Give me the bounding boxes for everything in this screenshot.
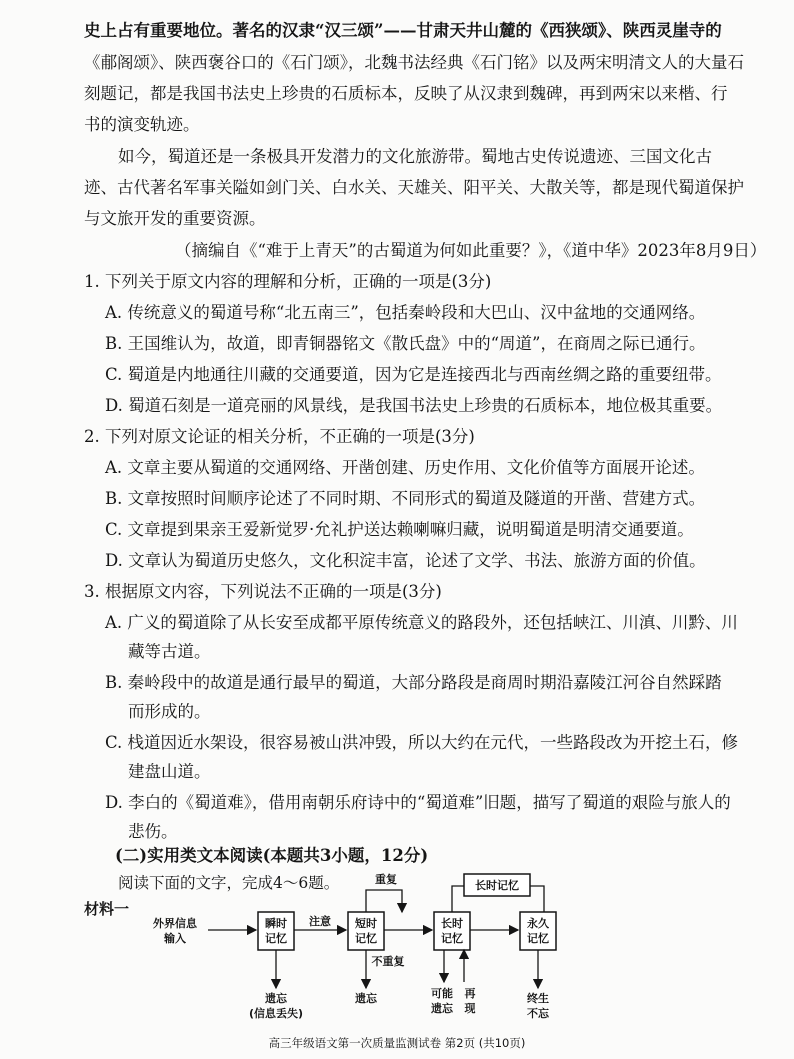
no-repeat-label: 不重复 xyxy=(371,955,405,968)
forget-info-lost-label: (信息丢失) xyxy=(248,1007,304,1020)
repeat-loop-arrow xyxy=(366,890,402,912)
intro-line-1: 史上占有重要地位。著名的汉隶“汉三颂”——甘肃天井山麓的《西狭颂》、陕西灵崖寺的 xyxy=(84,21,722,40)
short-term-label-2: 记忆 xyxy=(355,932,377,945)
q3-option-d-cont: 悲伤。 xyxy=(128,822,178,841)
q3-option-c-cont: 建盘山道。 xyxy=(128,762,211,781)
long-term-label-2: 记忆 xyxy=(441,932,463,945)
intro-line-5: 如今，蜀道还是一条极具开发潜力的文化旅游带。蜀地古史传说遗迹、三国文化古 xyxy=(118,147,712,166)
q2-option-a: A. 文章主要从蜀道的交通网络、开凿创建、历史作用、文化价值等方面展开论述。 xyxy=(105,458,705,477)
q1-option-a: A. 传统意义的蜀道号称“北五南三”，包括秦岭段和大巴山、汉中盆地的交通网络。 xyxy=(105,303,706,322)
source-citation: （摘编自《“难于上青天”的古蜀道为何如此重要？》，《道中华》2023年8月9日） xyxy=(175,241,767,260)
q3-option-b: B. 秦岭段中的故道是通行最早的蜀道，大部分路段是商周时期沿嘉陵江河谷自然踩踏 xyxy=(105,673,722,692)
intro-line-3: 刻题记，都是我国书法史上珍贵的石质标本，反映了从汉隶到魏碑，再到两宋以来楷、行 xyxy=(84,84,728,103)
page-footer: 高三年级语文第一次质量监测试卷 第2页 (共10页) xyxy=(268,1036,526,1050)
lifelong-label-1: 终生 xyxy=(527,992,549,1005)
reappear-label-1: 再 xyxy=(464,987,476,1000)
attention-label: 注意 xyxy=(309,915,331,928)
possible-label: 可能 xyxy=(431,987,453,1000)
section-2-title: (二)实用类文本阅读(本题共3小题，12分) xyxy=(115,846,429,865)
sensory-memory-label-2: 记忆 xyxy=(265,932,287,945)
long-term-label-1: 长时 xyxy=(441,917,463,930)
q3-option-b-cont: 而形成的。 xyxy=(128,702,211,721)
q2-option-d: D. 文章认为蜀道历史悠久，文化积淀丰富，论述了文学、书法、旅游方面的价值。 xyxy=(105,551,706,570)
long-term-top-label: 长时记忆 xyxy=(475,879,519,892)
q1-option-c: C. 蜀道是内地通往川藏的交通要道，因为它是连接西北与西南丝绸之路的重要纽带。 xyxy=(105,365,722,384)
intro-line-2: 《郙阁颂》、陕西褒谷口的《石门颂》，北魏书法经典《石门铭》以及两宋明清文人的大量石 xyxy=(84,53,744,72)
q3-option-c: C. 栈道因近水架设，很容易被山洪冲毁，所以大约在元代，一些路段改为开挖土石，修 xyxy=(105,733,739,752)
section-2-instruction: 阅读下面的文字，完成4～6题。 xyxy=(118,874,340,892)
q3-option-a-cont: 藏等古道。 xyxy=(128,642,211,661)
sensory-memory-label-1: 瞬时 xyxy=(265,917,287,930)
long-term-up-line xyxy=(452,886,464,912)
intro-line-4: 书的演变轨迹。 xyxy=(84,115,200,134)
question-1-stem: 1. 下列关于原文内容的理解和分析，正确的一项是(3分) xyxy=(84,272,492,291)
material-label: 材料一 xyxy=(84,900,130,918)
short-term-label-1: 短时 xyxy=(355,917,377,930)
q3-option-d: D. 李白的《蜀道难》，借用南朝乐府诗中的“蜀道难”旧题，描写了蜀道的艰险与旅人的 xyxy=(105,793,731,812)
q1-option-b: B. 王国维认为，故道，即青铜器铭文《散氏盘》中的“周道”，在商周之际已通行。 xyxy=(105,334,706,353)
q2-option-b: B. 文章按照时间顺序论述了不同时期、不同形式的蜀道及隧道的开凿、营建方式。 xyxy=(105,489,706,508)
intro-line-6: 迹、古代著名军事关隘如剑门关、白水关、天雄关、阳平关、大散关等，都是现代蜀道保护 xyxy=(84,178,744,197)
reappear-label-2: 现 xyxy=(464,1002,476,1015)
external-input-label-1: 外界信息 xyxy=(153,917,197,930)
external-input-label-2: 输入 xyxy=(164,932,186,945)
possible-forget-label: 遗忘 xyxy=(431,1002,453,1015)
question-3-stem: 3. 根据原文内容，下列说法不正确的一项是(3分) xyxy=(84,582,442,601)
q3-option-a: A. 广义的蜀道除了从长安至成都平原传统意义的路段外，还包括峡江、川滇、川黔、川 xyxy=(105,613,738,632)
forget-label-1: 遗忘 xyxy=(265,992,287,1005)
lifelong-label-2: 不忘 xyxy=(527,1007,549,1020)
forget-label-2: 遗忘 xyxy=(355,992,377,1005)
permanent-label-2: 记忆 xyxy=(527,932,549,945)
repeat-label: 重复 xyxy=(375,873,397,886)
memory-flow-diagram xyxy=(80,860,700,1030)
question-2-stem: 2. 下列对原文论证的相关分析，不正确的一项是(3分) xyxy=(84,427,475,446)
permanent-label-1: 永久 xyxy=(527,917,549,930)
q1-option-d: D. 蜀道石刻是一道亮丽的风景线，是我国书法史上珍贵的石质标本，地位极其重要。 xyxy=(105,396,723,415)
intro-line-7: 与文旅开发的重要资源。 xyxy=(84,209,266,228)
q2-option-c: C. 文章提到果亲王爱新觉罗·允礼护送达赖喇嘛归藏，说明蜀道是明清交通要道。 xyxy=(105,520,694,539)
